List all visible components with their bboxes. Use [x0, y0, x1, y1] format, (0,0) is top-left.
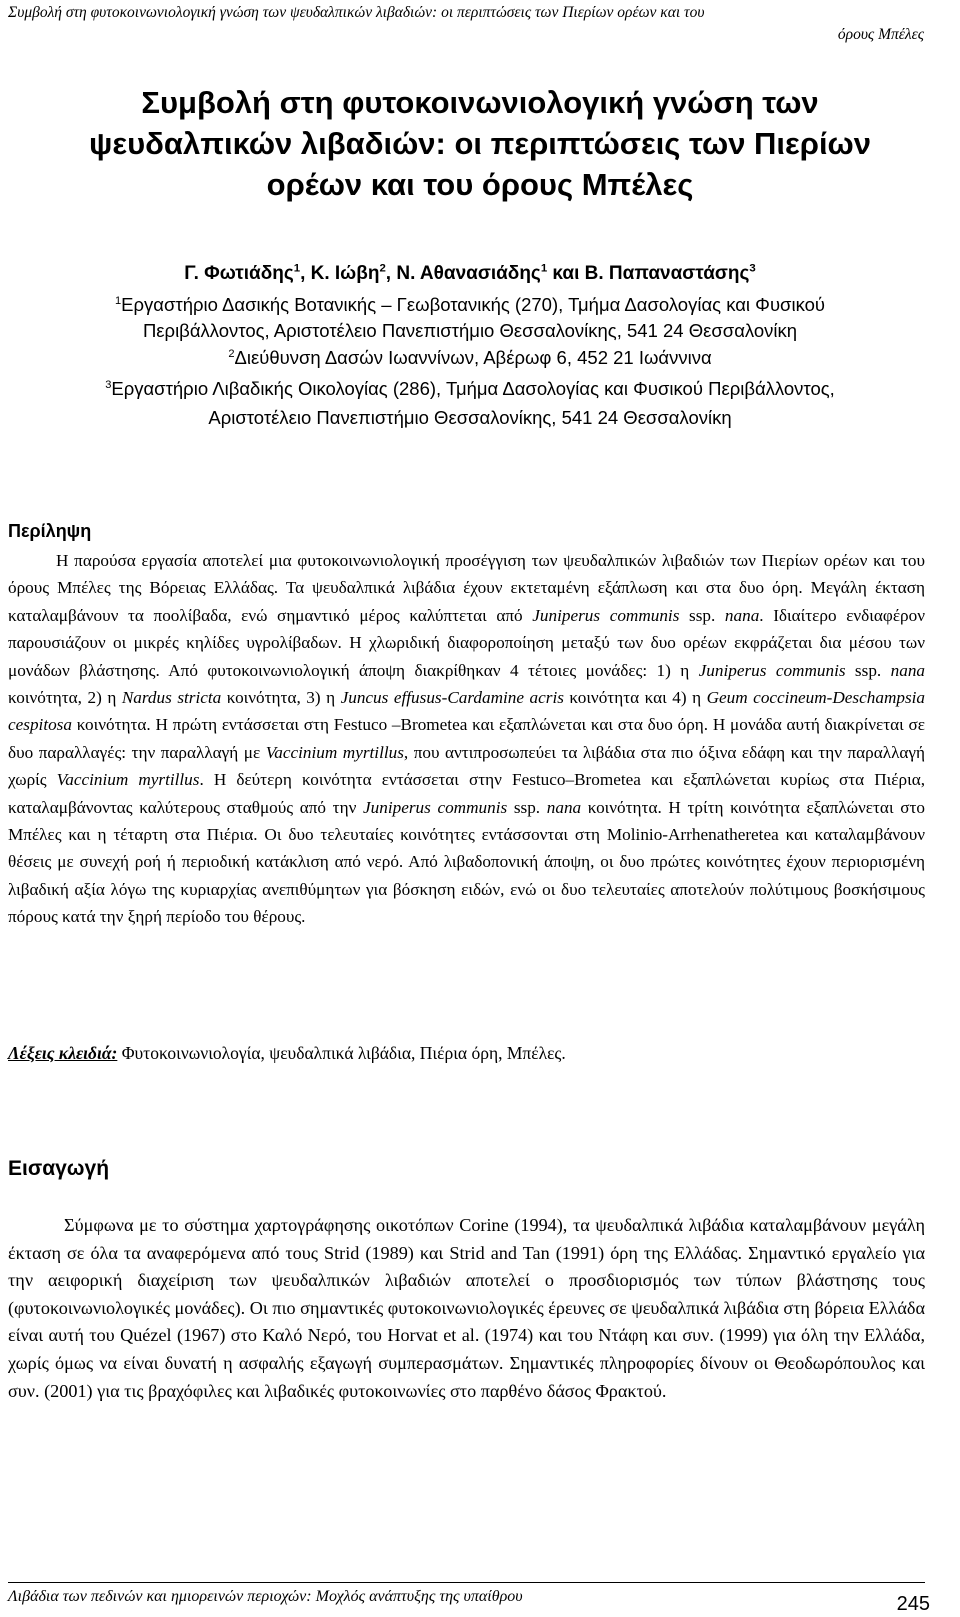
affiliation-2-text: Διεύθυνση Δασών Ιωαννίνων, Αβέρωφ 6, 452 21 Ιωάννινα [234, 347, 712, 368]
abstract-text: κοινότητα, 2) η [8, 688, 122, 708]
affiliation-3-line-1 [0, 376, 940, 402]
author-4-affiliation-mark: 3 [749, 262, 756, 275]
affiliation-3-line-2 [0, 405, 940, 431]
author-2-affiliation-mark: 2 [379, 262, 386, 275]
running-header-line-2: όρους Μπέλες [837, 26, 924, 43]
affiliation-2-mark: 2 [228, 347, 235, 360]
running-header [8, 2, 924, 46]
affiliation-1-text-1: Εργαστήριο Δασικής Βοτανικής – Γεωβοτανικής (270), Τμήμα Δασολογίας και Φυσικού [121, 294, 826, 315]
species-name: nana [890, 660, 925, 680]
author-1-affiliation-mark: 1 [293, 262, 301, 275]
affiliation-3-mark: 3 [105, 378, 112, 391]
species-name: nana [724, 605, 760, 625]
title-line-3: ορέων και του όρους Μπέλες [266, 167, 694, 202]
abstract-heading: Περίληψη [8, 521, 92, 541]
species-name: Juniperus communis [363, 797, 508, 817]
species-name: Nardus stricta [121, 688, 222, 708]
species-name: Juniperus communis [698, 660, 846, 680]
author-separator: , [385, 263, 397, 284]
author-separator: , [300, 263, 311, 284]
species-name: Geum coccineum-Deschampsia cespitosa [8, 688, 926, 735]
introduction-body [8, 1212, 925, 1405]
keywords-label: Λέξεις κλειδιά: [8, 1043, 118, 1063]
title-line-1: Συμβολή στη φυτοκοινωνιολογική γνώση των [141, 85, 819, 120]
abstract-text: κοινότητα. Η τρίτη κοινότητα εξαπλώνεται στο Μπέλες και η τέταρτη στα Πιέρια. Οι δυο τελευταίες κοινότητες εντάσσονται στη Molinio-Arrhenatheretea και καταλαμβάνουν θέσεις με συνεχή ροή ή περιοδική κατάκλιση από νερό. Από λιβαδοπονική άποψη, οι δυο πρώτες κοινότητες έχουν περιορισμένη λιβαδική αξία λόγω της κυριαρχίας ανεπιθύμητων για βόσκηση ειδών, ενώ οι δυο τελευταίες αποτελούν πολύτιμους βοσκήσιμους πόρους κατά την ξηρή περίοδο του θέρους. [8, 797, 925, 927]
paper-title [40, 82, 920, 205]
species-name: Juniperus communis [532, 605, 680, 625]
abstract-text: ssp. [507, 797, 547, 817]
running-footer: Λιβάδια των πεδινών και ημιορεινών περιοχών: Μοχλός ανάπτυξης της υπαίθρου [8, 1588, 523, 1605]
author-list [0, 262, 940, 286]
species-name: nana [546, 797, 582, 817]
species-name: Juncus effusus-Cardamine acris [340, 688, 564, 708]
author-3-affiliation-mark: 1 [540, 262, 548, 275]
affiliation-1-line-1 [0, 292, 940, 318]
species-name: Vaccinium myrtillus [56, 770, 200, 790]
footer-divider [8, 1582, 925, 1583]
author-separator: και [547, 263, 585, 284]
affiliation-1-mark: 1 [114, 294, 122, 307]
affiliation-1-line-2 [0, 318, 940, 344]
abstract-text: Η παρούσα εργασία αποτελεί μια φυτοκοινωνιολογική προσέγγιση των ψευδαλπικών λιβαδιών των Πιερίων ορέων και του όρους Μπέλες της Βόρειας Ελλάδας. Τα ψευδαλπικά λιβάδια έχουν εκτεταμένη εξάπλωση και στα δυο όρη. Μεγάλη έκταση καταλαμβάνουν τα ποολίβαδα, ενώ σημαντικό μέρος καλύπτεται από [8, 551, 925, 625]
affiliation-3-text-2: Αριστοτέλειο Πανεπιστήμιο Θεσσαλονίκης, 541 24 Θεσσαλονίκη [208, 407, 732, 428]
author-2: Κ. Ιώβη [310, 263, 380, 284]
affiliation-1-text-2: Περιβάλλοντος, Αριστοτέλειο Πανεπιστήμιο Θεσσαλονίκης, 541 24 Θεσσαλονίκη [142, 320, 798, 341]
abstract-text: , που αντιπροσωπεύει τα λιβάδια στα πιο όξινα εδάφη και την παραλλαγή χωρίς [8, 742, 925, 790]
author-1: Γ. Φωτιάδης [184, 263, 294, 284]
author-3: Ν. Αθανασιάδης [396, 263, 541, 284]
running-header-line-1: Συμβολή στη φυτοκοινωνιολογική γνώση των ψευδαλπικών λιβαδιών: οι περιπτώσεις των Πιερίων ορέων και του [8, 4, 705, 21]
abstract-text: ssp. [679, 605, 725, 625]
abstract-text: . Ιδιαίτερο ενδιαφέρον παρουσιάζουν οι μικρές κηλίδες υγρολίβαδων. Η χλωριδική διαφοροποίηση μεταξύ των δυο ορέων εκφράζεται δια μέσου των μονάδων βλάστησης. Από φυτοκοινωνιολογική άποψη διακρίθηκαν 4 τέτοιες μονάδες: 1) η [8, 605, 925, 680]
abstract-paragraph [8, 547, 925, 931]
abstract-text: κοινότητα, 3) η [221, 688, 341, 708]
abstract-text: κοινότητα και 4) η [563, 688, 707, 708]
keywords [8, 1040, 925, 1067]
abstract-body [8, 547, 925, 931]
page-number: 245 [896, 1593, 930, 1615]
section-heading-introduction: Εισαγωγή [8, 1157, 110, 1180]
author-4: Β. Παπαναστάσης [584, 263, 750, 284]
introduction-paragraph: Σύμφωνα με το σύστημα χαρτογράφησης οικοτόπων Corine (1994), τα ψευδαλπικά λιβάδια καταλαμβάνουν μεγάλη έκταση σε όλα τα αναφερόμενα από τους Strid (1989) και Strid and Tan (1991) όρη της Ελλάδας. Σημαντικό εργαλείο για την αειφορική διαχείριση των ψευδαλπικών λιβαδιών αποτελεί ο προσδιορισμός των τύπων βλάστησης τους (φυτοκοινωνιολογικές μονάδες). Οι πιο σημαντικές φυτοκοινωνιολογικές έρευνες σε ψευδαλπικά λιβάδια στη βόρεια Ελλάδα είναι αυτή του Quézel (1967) στο Καλό Νερό, του Horvat et al. (1974) και του Ντάφη και συν. (1999) για όλη την Ελλάδα, χωρίς όμως να είναι δυνατή η ασφαλής εξαγωγή συμπερασμάτων. Σημαντικές πληροφορίες δίνουν οι Θεοδωρόπουλος και συν. (2001) για τις βραχόφιλες και λιβαδικές φυτοκοινωνίες στο παρθένο δάσος Φρακτού. [8, 1215, 925, 1401]
species-name: Vaccinium myrtillus [265, 742, 404, 762]
title-line-2: ψευδαλπικών λιβαδιών: οι περιπτώσεις των Πιερίων [89, 126, 871, 161]
affiliation-2-line-1 [0, 345, 940, 371]
keywords-text: Φυτοκοινωνιολογία, ψευδαλπικά λιβάδια, Πιέρια όρη, Μπέλες. [117, 1043, 566, 1063]
abstract-text: . Η δεύτερη κοινότητα εντάσσεται στην Festuco–Brometea και εξαπλώνεται κυρίως στα Πιέρια, καταλαμβάνοντας καλύτερους σταθμούς από την [8, 770, 925, 817]
affiliation-3-text-1: Εργαστήριο Λιβαδικής Οικολογίας (286), Τμήμα Δασολογίας και Φυσικού Περιβάλλοντος, [111, 378, 835, 399]
abstract-text: κοινότητα. Η πρώτη εντάσσεται στη Festuco –Brometea και εξαπλώνεται και στα δυο όρη. Η μονάδα αυτή διακρίνεται σε δυο παραλλαγές: την παραλλαγή με [8, 715, 925, 762]
abstract-text: ssp. [845, 660, 891, 680]
